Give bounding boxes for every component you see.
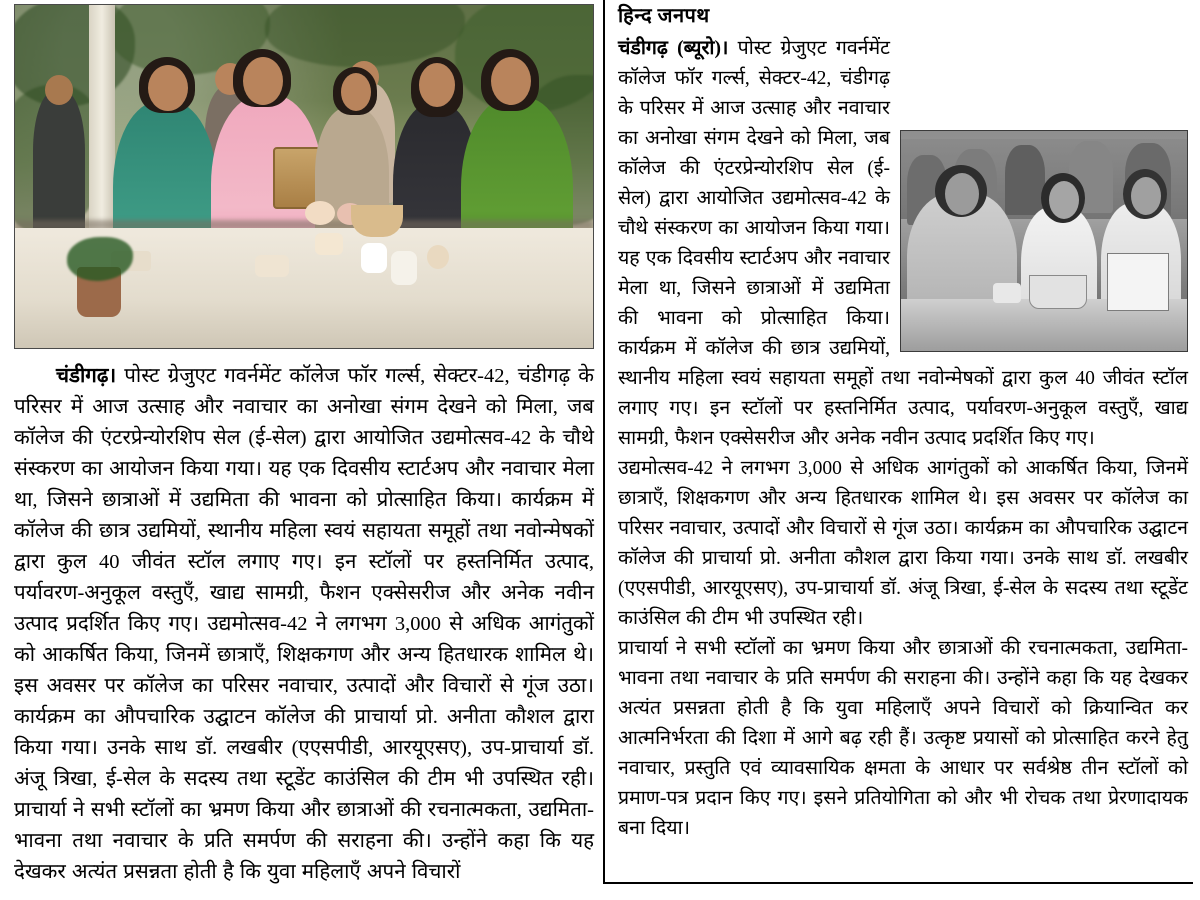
group-photo-women-at-stall [14,4,594,349]
woman-4-head [491,57,531,105]
woman-3-head [419,63,455,107]
display-basket [1029,275,1087,309]
pillar [89,5,115,235]
left-article-text [14,361,594,888]
right-paragraph-2: उद्यमोत्सव-42 ने लगभग 3,000 से अधिक आगंतुकों को आकर्षित किया, जिनमें छात्राएँ, शिक्षकगण और अन्य हितधारक शामिल थे। इस अवसर पर कॉलेज का परिसर नवाचार, उत्पादों और विचारों से गूंज उठा। कार्यक्रम का औपचारिक उद्घाटन कॉलेज की प्राचार्या प्रो. अनीता कौशल द्वारा किया गया। उनके साथ डॉ. लखबीर (एएसपीडी, आरयूएसए), उप-प्राचार्या डॉ. अंजू त्रिखा, ई-सेल के सदस्य तथा स्टूडेंट काउंसिल की टीम भी उपस्थित रही। [618,458,1188,629]
product-item [391,251,417,285]
right-paragraph-1-text: पोस्ट ग्रेजुएट गवर्नमेंट कॉलेज फॉर गर्ल्स, सेक्टर-42, चंडीगढ़ के परिसर में आज उत्साह और नवाचार का अनोखा संगम देखने को मिला, जब कॉलेज की एंटरप्रेन्योरशिप सेल (ई-सेल) द्वारा आयोजित उद्यमोत्सव-42 के चौथे संस्करण का आयोजन किया गया। यह एक दिवसीय स्टार्टअप और नवाचार मेला था, जिसने छात्राओं में उद्यमिता की भावना को प्रोत्साहित किया। कार्यक्रम में कॉलेज की छात्र उद्यमियों, स्थानीय महिला स्वयं सहायता समूहों तथा नवोन्मेषकों द्वारा कुल 40 जीवंत स्टॉल लगाए गए। इन स्टॉलों पर हस्तनिर्मित उत्पाद, पर्यावरण-अनुकूल वस्तुएँ, खाद्य सामग्री, फैशन एक्सेसरीज और अनेक नवीन उत्पाद प्रदर्शित किए गए। [618,38,1188,449]
right-paragraph-3: प्राचार्या ने सभी स्टॉलों का भ्रमण किया और छात्राओं की रचनात्मकता, उद्यमिता-भावना तथा नवाचार के प्रति समर्पण की सराहना की। उन्होंने कहा कि यह देखकर अत्यंत प्रसन्नता होती है कि युवा महिलाएँ अपने विचारों को क्रियान्वित कर आत्मनिर्भरता की दिशा में आगे बढ़ रही हैं। उत्कृष्ट प्रयासों को प्रोत्साहित करने हेतु नवाचार, प्रस्तुति एवं व्यावसायिक क्षमता के आधार पर सर्वश्रेष्ठ तीन स्टॉलों को प्रमाण-पत्र प्रदान किए गए। इसने प्रतियोगिता को और भी रोचक तथा प्रेरणादायक बना दिया। [618,638,1188,839]
masthead: हिन्द जनपथ [618,5,710,27]
background-person-head [45,75,73,105]
product-basket [351,205,403,237]
right-column [618,4,1188,884]
woman-5-head [341,73,371,111]
product-item [361,243,387,273]
signage-card [1107,253,1169,311]
product-item [315,233,343,255]
background-person [1005,145,1045,215]
left-column [14,4,594,894]
product-item [427,245,449,269]
student-2-head [1131,177,1161,215]
column-divider [603,0,605,884]
right-dateline: चंडीगढ़ (ब्यूरो)। [618,38,729,59]
student-1-head [1049,181,1079,219]
product-item [993,283,1021,303]
exhibition-stall-photo-bw [900,130,1188,352]
woman-2-head [243,57,283,105]
product-item [305,201,335,225]
left-dateline: चंडीगढ़। [56,365,117,387]
woman-saree-head [945,173,979,215]
plaque-award [273,147,321,209]
left-article-body: पोस्ट ग्रेजुएट गवर्नमेंट कॉलेज फॉर गर्ल्स, सेक्टर-42, चंडीगढ़ के परिसर में आज उत्साह और नवाचार का अनोखा संगम देखने को मिला, जब कॉलेज की एंटरप्रेन्योरशिप सेल (ई-सेल) द्वारा आयोजित उद्यमोत्सव-42 के चौथे संस्करण का आयोजन किया गया। यह एक दिवसीय स्टार्टअप और नवाचार मेला था, जिसने छात्राओं में उद्यमिता की भावना को प्रोत्साहित किया। कार्यक्रम में कॉलेज की छात्र उद्यमियों, स्थानीय महिला स्वयं सहायता समूहों तथा नवोन्मेषकों द्वारा कुल 40 जीवंत स्टॉल लगाए गए। इन स्टॉलों पर हस्तनिर्मित उत्पाद, पर्यावरण-अनुकूल वस्तुएँ, खाद्य सामग्री, फैशन एक्सेसरीज और अनेक नवीन उत्पाद प्रदर्शित किए गए। उद्यमोत्सव-42 ने लगभग 3,000 से अधिक आगंतुकों को आकर्षित किया, जिनमें छात्राएँ, शिक्षकगण और अन्य हितधारक शामिल थे। इस अवसर पर कॉलेज का परिसर नवाचार, उत्पादों और विचारों से गूंज उठा। कार्यक्रम का औपचारिक उद्घाटन कॉलेज की प्राचार्या प्रो. अनीता कौशल द्वारा किया गया। उनके साथ डॉ. लखबीर (एएसपीडी, आरयूएसए), उप-प्राचार्या डॉ. अंजू त्रिखा, ई-सेल के सदस्य तथा स्टूडेंट काउंसिल की टीम भी उपस्थित रही। प्राचार्या ने सभी स्टॉलों का भ्रमण किया और छात्राओं की रचनात्मकता, उद्यमिता-भावना तथा नवाचार के प्रति समर्पण की सराहना की। उन्होंने कहा कि यह देखकर अत्यंत प्रसन्नता होती है कि युवा महिलाएँ अपने विचारों [14,365,594,883]
woman-1-head [148,65,188,111]
background-person [33,91,85,241]
product-item [255,255,289,277]
